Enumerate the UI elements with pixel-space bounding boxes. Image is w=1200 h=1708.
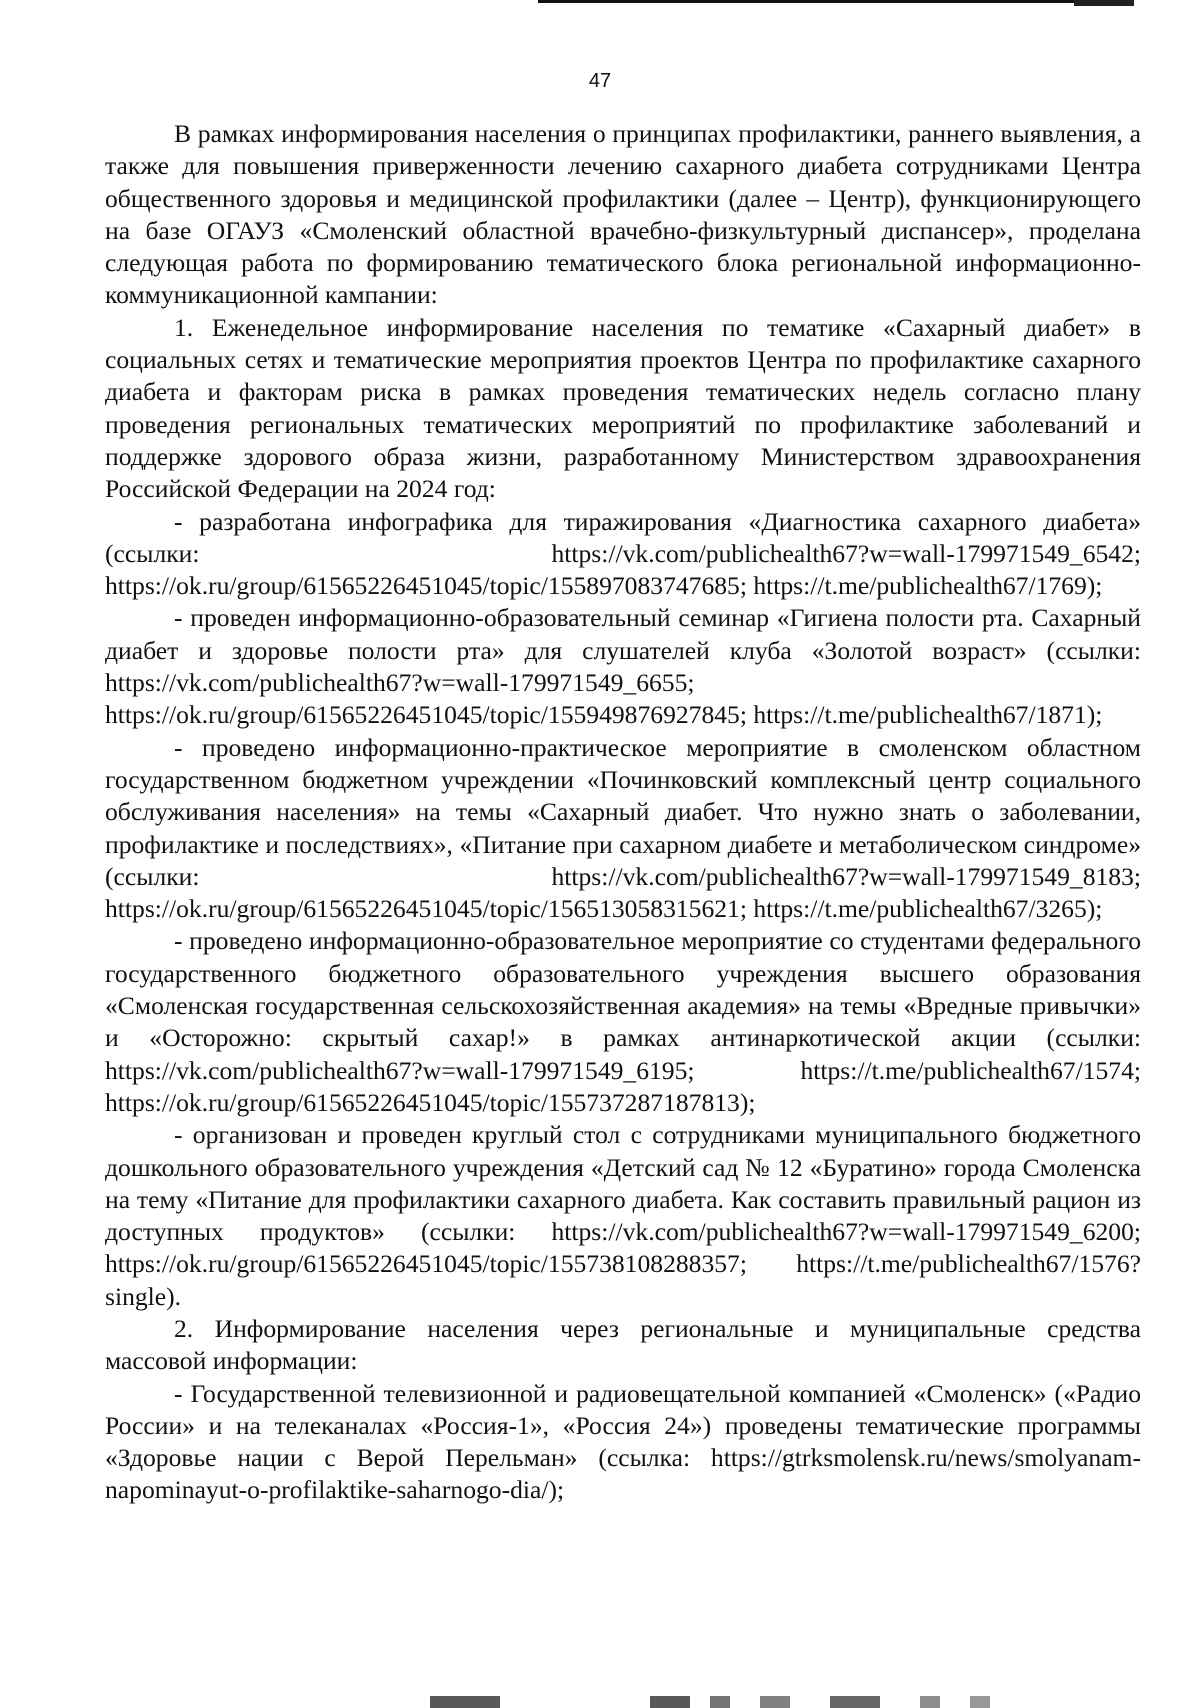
bullet-infographic: - разработана инфографика для тиражирования «Диагностика сахарного диабета» (ссылки: https://vk.com/publichealth67?w=wall-179971549_6542; https://ok.ru/group/61565226451045/topic/155897083747685; https://t.me/publichealth67/1769);	[105, 506, 1141, 601]
bullet-seminar: - проведен информационно-образовательный семинар «Гигиена полости рта. Сахарный диабет и здоровье полости рта» для слушателей клуба «Золотой возраст» (ссылки: https://vk.com/publichealth67?w=wall-179971549_6655; https://ok.ru/group/61565226451045/topic/155949876927845; https://t.me/publichealth67/1871);	[105, 603, 1141, 730]
page-number: 47	[588, 70, 612, 92]
scan-edge-bottom	[430, 1696, 1030, 1708]
document-body	[105, 118, 1141, 1507]
item-2-paragraph: 2. Информирование населения через региональные и муниципальные средства массовой информации:	[105, 1313, 1141, 1376]
bullet-tv-radio: - Государственной телевизионной и радиовещательной компанией «Смоленск» («Радио России» и на телеканалах «Россия-1», «Россия 24») проведены тематические программы «Здоровье нации с Верой Перельман» (ссылка: https://gtrksmolensk.ru/news/smolyanam-napominayut-o-profilaktike-saharnogo-dia/);	[105, 1378, 1141, 1505]
bullet-practical-event: - проведено информационно-практическое мероприятие в смоленском областном государственном бюджетном учреждении «Починковский комплексный центр социального обслуживания населения» на темы «Сахарный диабет. Что нужно знать о заболевании, профилактике и последствиях», «Питание при сахарном диабете и метаболическом синдроме» (ссылки: https://vk.com/publichealth67?w=wall-179971549_8183; https://ok.ru/group/61565226451045/topic/156513058315621; https://t.me/publichealth67/3265);	[105, 732, 1141, 924]
item-1-paragraph: 1. Еженедельное информирование населения по тематике «Сахарный диабет» в социальных сетях и тематические мероприятия проектов Центра по профилактике сахарного диабета и факторам риска в рамках проведения тематических недель согласно плану проведения региональных тематических мероприятий по профилактике заболеваний и поддержке здорового образа жизни, разработанному Министерством здравоохранения Российской Федерации на 2024 год:	[105, 312, 1141, 504]
bullet-student-event: - проведено информационно-образовательное мероприятие со студентами федерального государственного бюджетного образовательного учреждения высшего образования «Смоленская государственная сельскохозяйственная академия» на темы «Вредные привычки» и «Осторожно: скрытый сахар!» в рамках антинаркотической акции (ссылки: https://vk.com/publichealth67?w=wall-179971549_6195; https://t.me/publichealth67/1574; https://ok.ru/group/61565226451045/topic/155737287187813);	[105, 926, 1141, 1117]
intro-paragraph: В рамках информирования населения о принципах профилактики, раннего выявления, а также для повышения приверженности лечению сахарного диабета сотрудниками Центра общественного здоровья и медицинской профилактики (далее – Центр), функционирующего на базе ОГАУЗ «Смоленский областной врачебно-физкультурный диспансер», проделана следующая работа по формированию тематического блока региональной информационно-коммуникационной кампании:	[105, 119, 1141, 310]
scan-edge-top	[538, 0, 1134, 9]
bullet-round-table: - организован и проведен круглый стол с сотрудниками муниципального бюджетного дошкольного образовательного учреждения «Детский сад № 12 «Буратино» города Смоленска на тему «Питание для профилактики сахарного диабета. Как составить правильный рацион из доступных продуктов» (ссылки: https://vk.com/publichealth67?w=wall-179971549_6200; https://ok.ru/group/61565226451045/topic/155738108288357; https://t.me/publichealth67/1576?single).	[105, 1120, 1141, 1311]
